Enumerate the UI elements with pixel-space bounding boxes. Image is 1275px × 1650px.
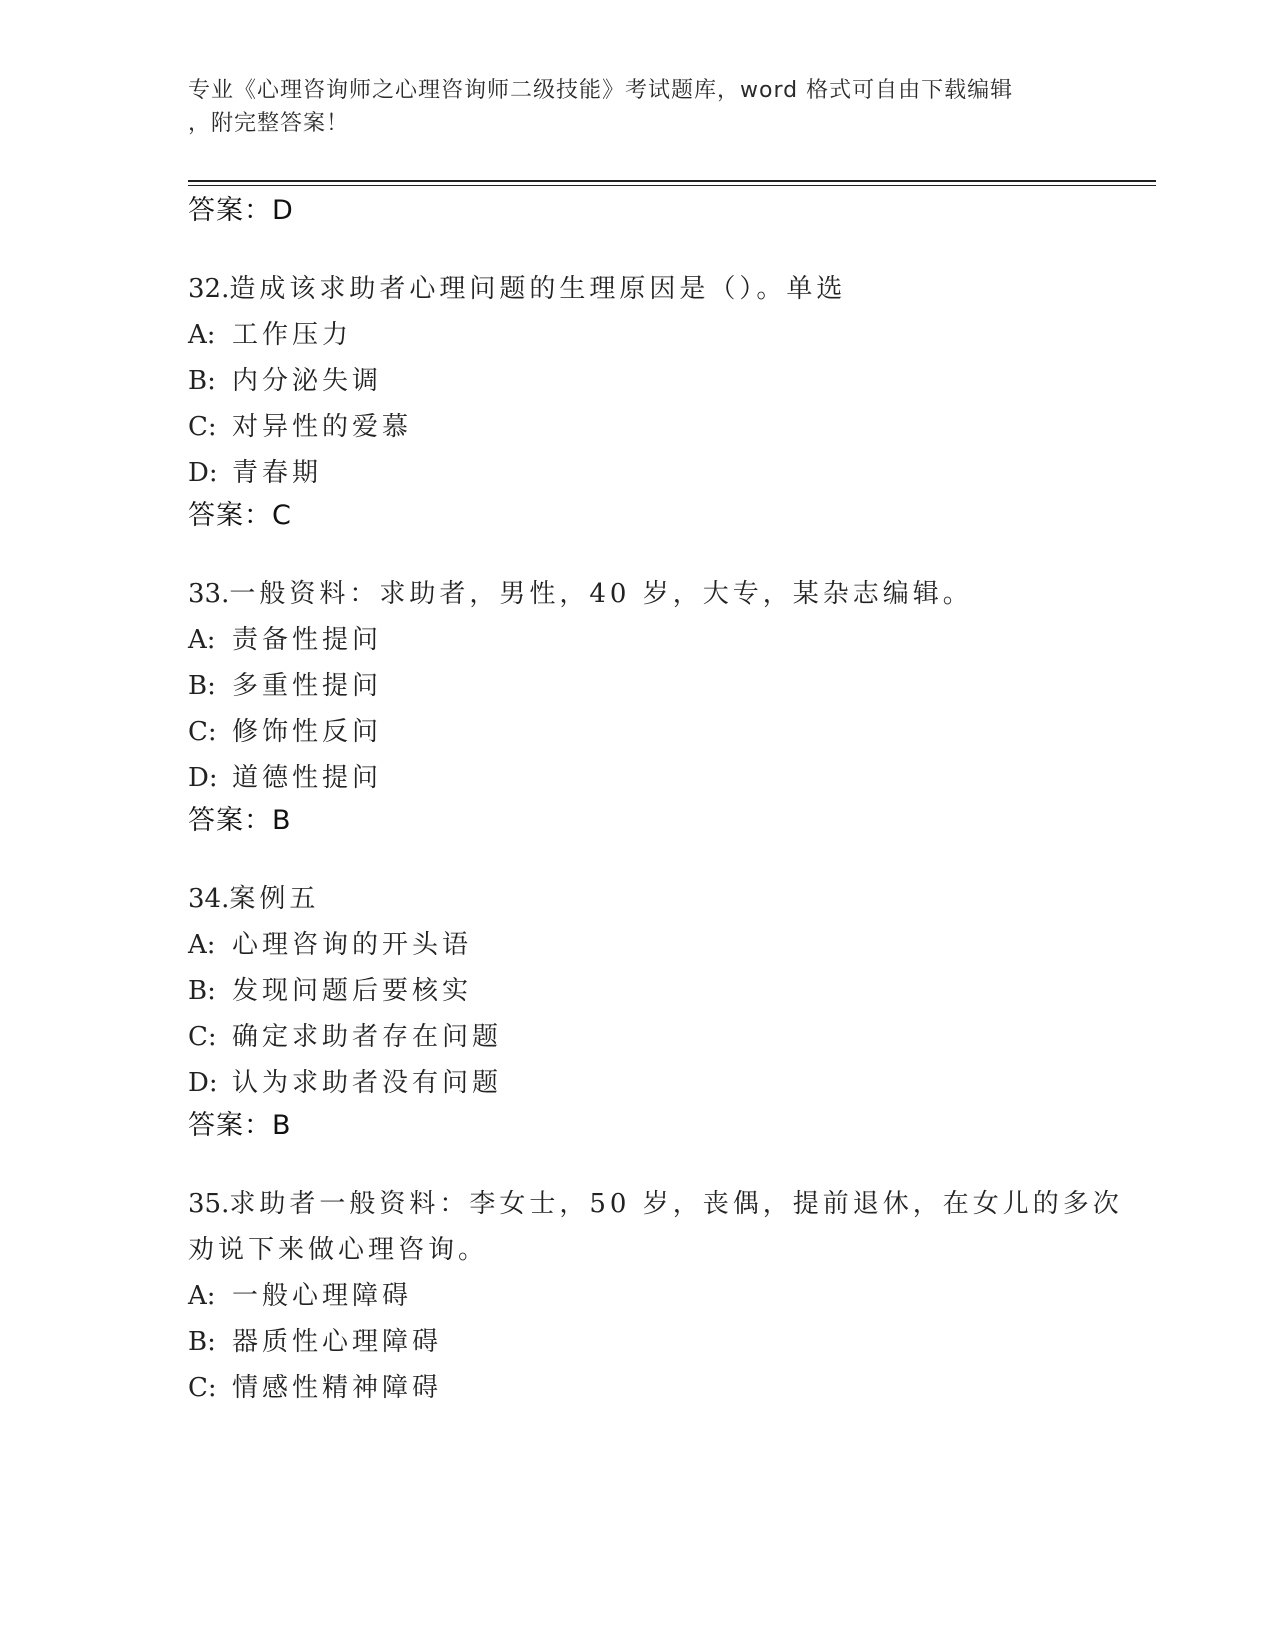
option-letter: B: [188, 671, 216, 701]
option-letter: A: [188, 625, 216, 655]
question-stem [188, 571, 1128, 617]
question-stem [188, 266, 1128, 312]
question-number: 35. [188, 1189, 230, 1219]
option-d [188, 450, 1128, 496]
question-35 [188, 1181, 1128, 1411]
header-line-2: ，附完整答案！ [188, 111, 350, 136]
option-letter: A: [188, 320, 216, 350]
question-stem [188, 876, 1128, 922]
option-c [188, 1014, 1128, 1060]
option-text: 器质性心理障碍 [232, 1327, 443, 1357]
option-letter: C: [188, 717, 217, 747]
option-c [188, 1365, 1128, 1411]
option-c [188, 404, 1128, 450]
question-text: 一般资料：求助者，男性，40 岁，大专，某杂志编辑。 [229, 579, 973, 609]
option-text: 青春期 [232, 458, 323, 488]
option-text: 对异性的爱慕 [232, 412, 413, 442]
question-text-line-2: 劝说下来做心理咨询。 [188, 1235, 489, 1265]
option-letter: A: [188, 930, 216, 960]
answer-value: B [272, 805, 291, 836]
option-a [188, 922, 1128, 968]
option-b [188, 968, 1128, 1014]
answer-label: 答案： [188, 1110, 272, 1141]
option-letter: A: [188, 1281, 216, 1311]
option-b [188, 1319, 1128, 1365]
answer-32 [188, 496, 291, 536]
option-text: 发现问题后要核实 [232, 976, 473, 1006]
answer-label: 答案： [188, 195, 272, 226]
question-34 [188, 876, 1128, 1106]
header-rule-thick [188, 180, 1156, 182]
header-line-1: 专业《心理咨询师之心理咨询师二级技能》考试题库，word 格式可自由下载编辑 [188, 78, 1014, 103]
option-b [188, 358, 1128, 404]
option-letter: B: [188, 1327, 216, 1357]
option-a [188, 312, 1128, 358]
option-letter: C: [188, 1373, 217, 1403]
option-text: 心理咨询的开头语 [232, 930, 473, 960]
question-33 [188, 571, 1128, 801]
option-text: 一般心理障碍 [232, 1281, 413, 1311]
answer-value: D [272, 195, 293, 226]
answer-34 [188, 1106, 291, 1146]
question-text: 造成该求助者心理问题的生理原因是（）。单选 [229, 274, 847, 304]
question-stem [188, 1181, 1128, 1273]
option-letter: B: [188, 366, 216, 396]
option-text: 认为求助者没有问题 [232, 1068, 503, 1098]
answer-33 [188, 801, 291, 841]
question-32 [188, 266, 1128, 496]
answer-value: B [272, 1110, 291, 1141]
question-number: 33. [188, 579, 230, 609]
option-text: 道德性提问 [232, 763, 383, 793]
header-rule-thin [188, 185, 1156, 186]
option-letter: C: [188, 412, 217, 442]
option-letter: D: [188, 763, 218, 793]
option-c [188, 709, 1128, 755]
option-letter: D: [188, 458, 218, 488]
option-text: 修饰性反问 [232, 717, 383, 747]
option-text: 工作压力 [232, 320, 353, 350]
option-letter: C: [188, 1022, 217, 1052]
answer-31 [188, 191, 293, 231]
answer-value: C [272, 500, 291, 531]
option-letter: B: [188, 976, 216, 1006]
option-text: 内分泌失调 [232, 366, 383, 396]
answer-label: 答案： [188, 805, 272, 836]
option-text: 责备性提问 [232, 625, 383, 655]
question-text: 案例五 [229, 884, 320, 914]
question-number: 34. [188, 884, 230, 914]
option-text: 情感性精神障碍 [232, 1373, 443, 1403]
question-text-line-1: 求助者一般资料：李女士，50 岁，丧偶，提前退休，在女儿的多次 [229, 1189, 1123, 1219]
option-d [188, 1060, 1128, 1106]
document-header [188, 74, 1088, 140]
option-d [188, 755, 1128, 801]
option-a [188, 617, 1128, 663]
option-text: 确定求助者存在问题 [232, 1022, 503, 1052]
answer-label: 答案： [188, 500, 272, 531]
option-text: 多重性提问 [232, 671, 383, 701]
option-a [188, 1273, 1128, 1319]
option-letter: D: [188, 1068, 218, 1098]
question-number: 32. [188, 274, 230, 304]
option-b [188, 663, 1128, 709]
